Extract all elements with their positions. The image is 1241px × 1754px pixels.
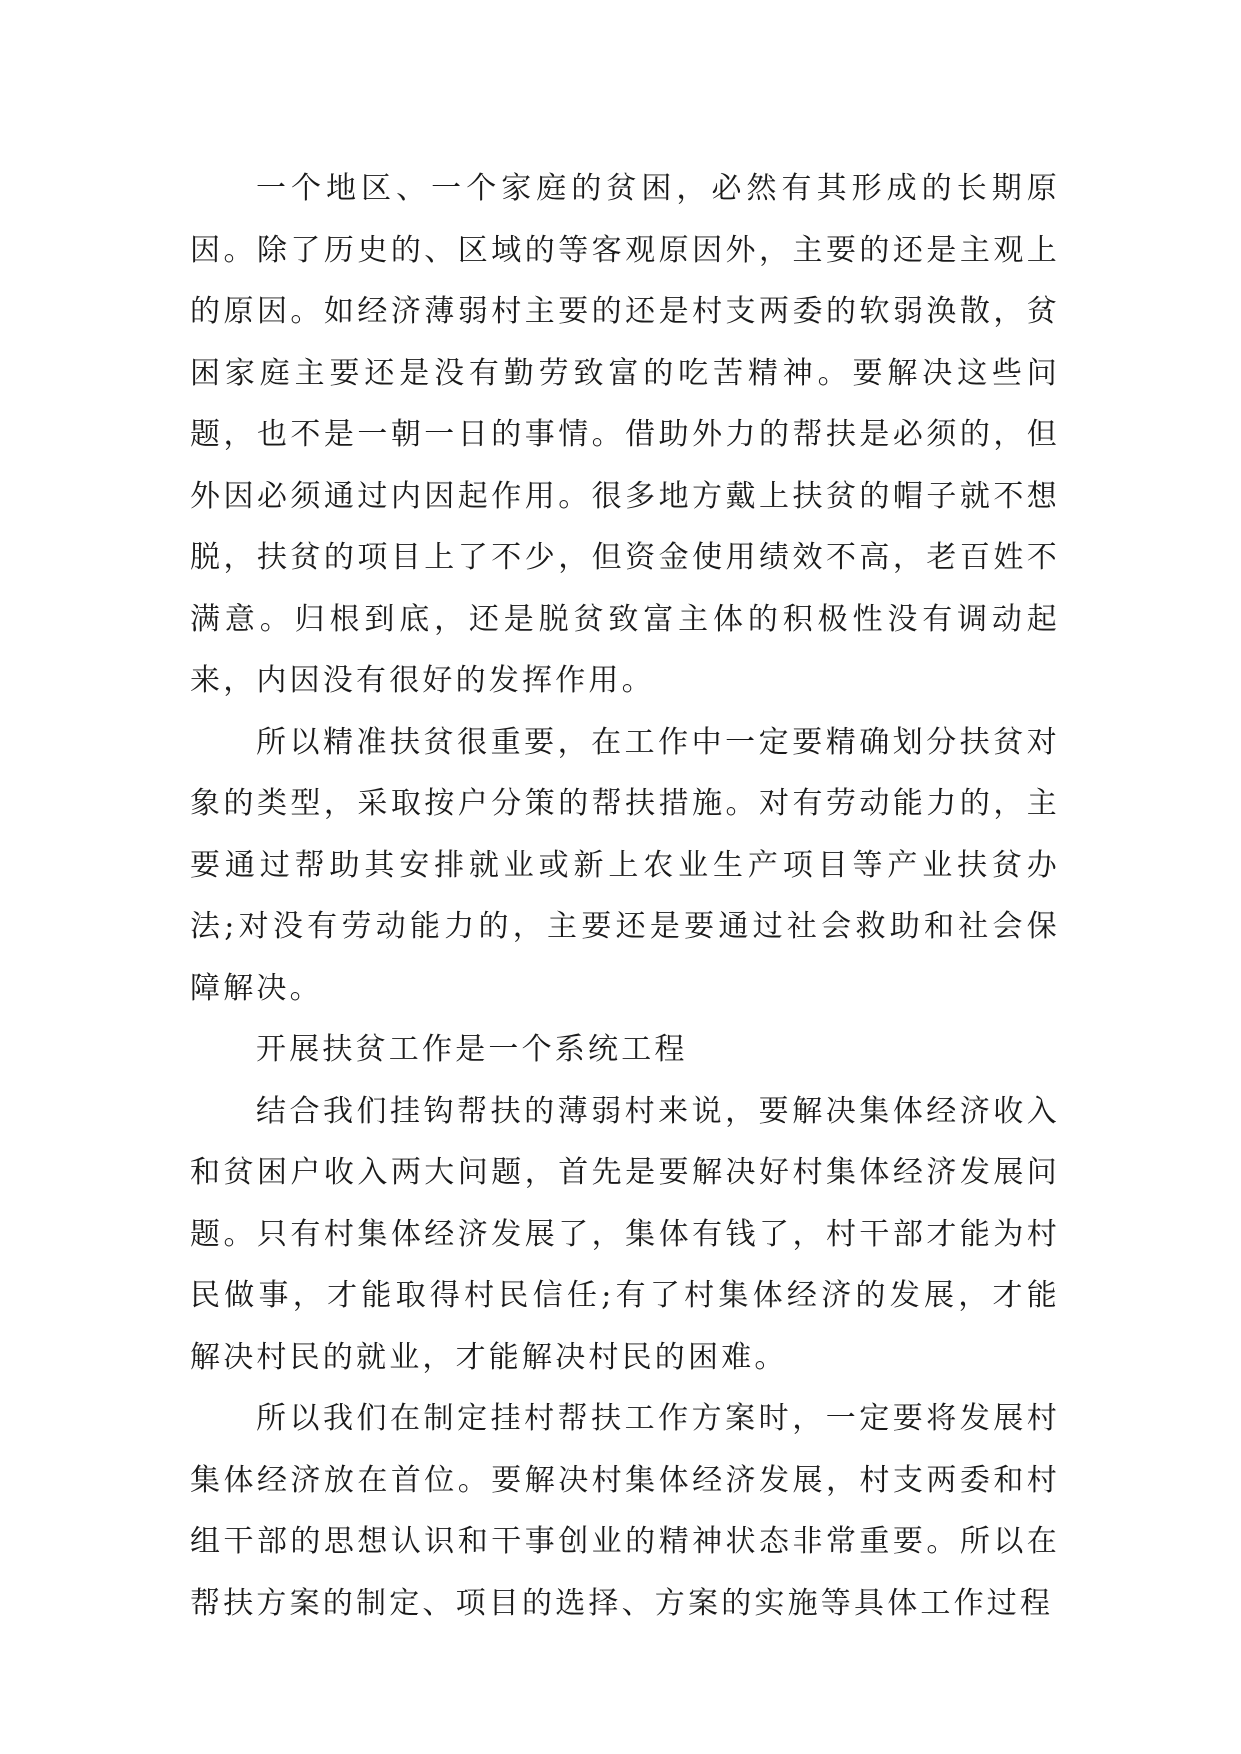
paragraph-targeted-poverty-alleviation: 所以精准扶贫很重要，在工作中一定要精确划分扶贫对象的类型，采取按户分策的帮扶措施。对有劳动能力的，主要通过帮助其安排就业或新上农业生产项目等产业扶贫办法;对没有劳动能力的，主要还是要通过社会救助和社会保障解决。 [190,724,1060,1006]
paragraph-poverty-causes: 一个地区、一个家庭的贫困，必然有其形成的长期原因。除了历史的、区域的等客观原因外，主要的还是主观上的原因。如经济薄弱村主要的还是村支两委的软弱涣散，贫困家庭主要还是没有勤劳致富的吃苦精神。要解决这些问题，也不是一朝一日的事情。借助外力的帮扶是必须的，但外因必须通过内因起作用。很多地方戴上扶贫的帽子就不想脱，扶贫的项目上了不少，但资金使用绩效不高，老百姓不满意。归根到底，还是脱贫致富主体的积极性没有调动起来，内因没有很好的发挥作用。 [190,171,1060,698]
document-body [190,158,1060,1634]
paragraph-collective-economy: 结合我们挂钩帮扶的薄弱村来说，要解决集体经济收入和贫困户收入两大问题，首先是要解决好村集体经济发展问题。只有村集体经济发展了，集体有钱了，村干部才能为村民做事，才能取得村民信任;有了村集体经济的发展，才能解决村民的就业，才能解决村民的困难。 [190,1093,1060,1375]
paragraph-assistance-plan: 所以我们在制定挂村帮扶工作方案时，一定要将发展村集体经济放在首位。要解决村集体经济发展，村支两委和村组干部的思想认识和干事创业的精神状态非常重要。所以在帮扶方案的制定、项目的选择、方案的实施等具体工作过程 [190,1401,1060,1621]
section-heading: 开展扶贫工作是一个系统工程 [256,1032,688,1067]
